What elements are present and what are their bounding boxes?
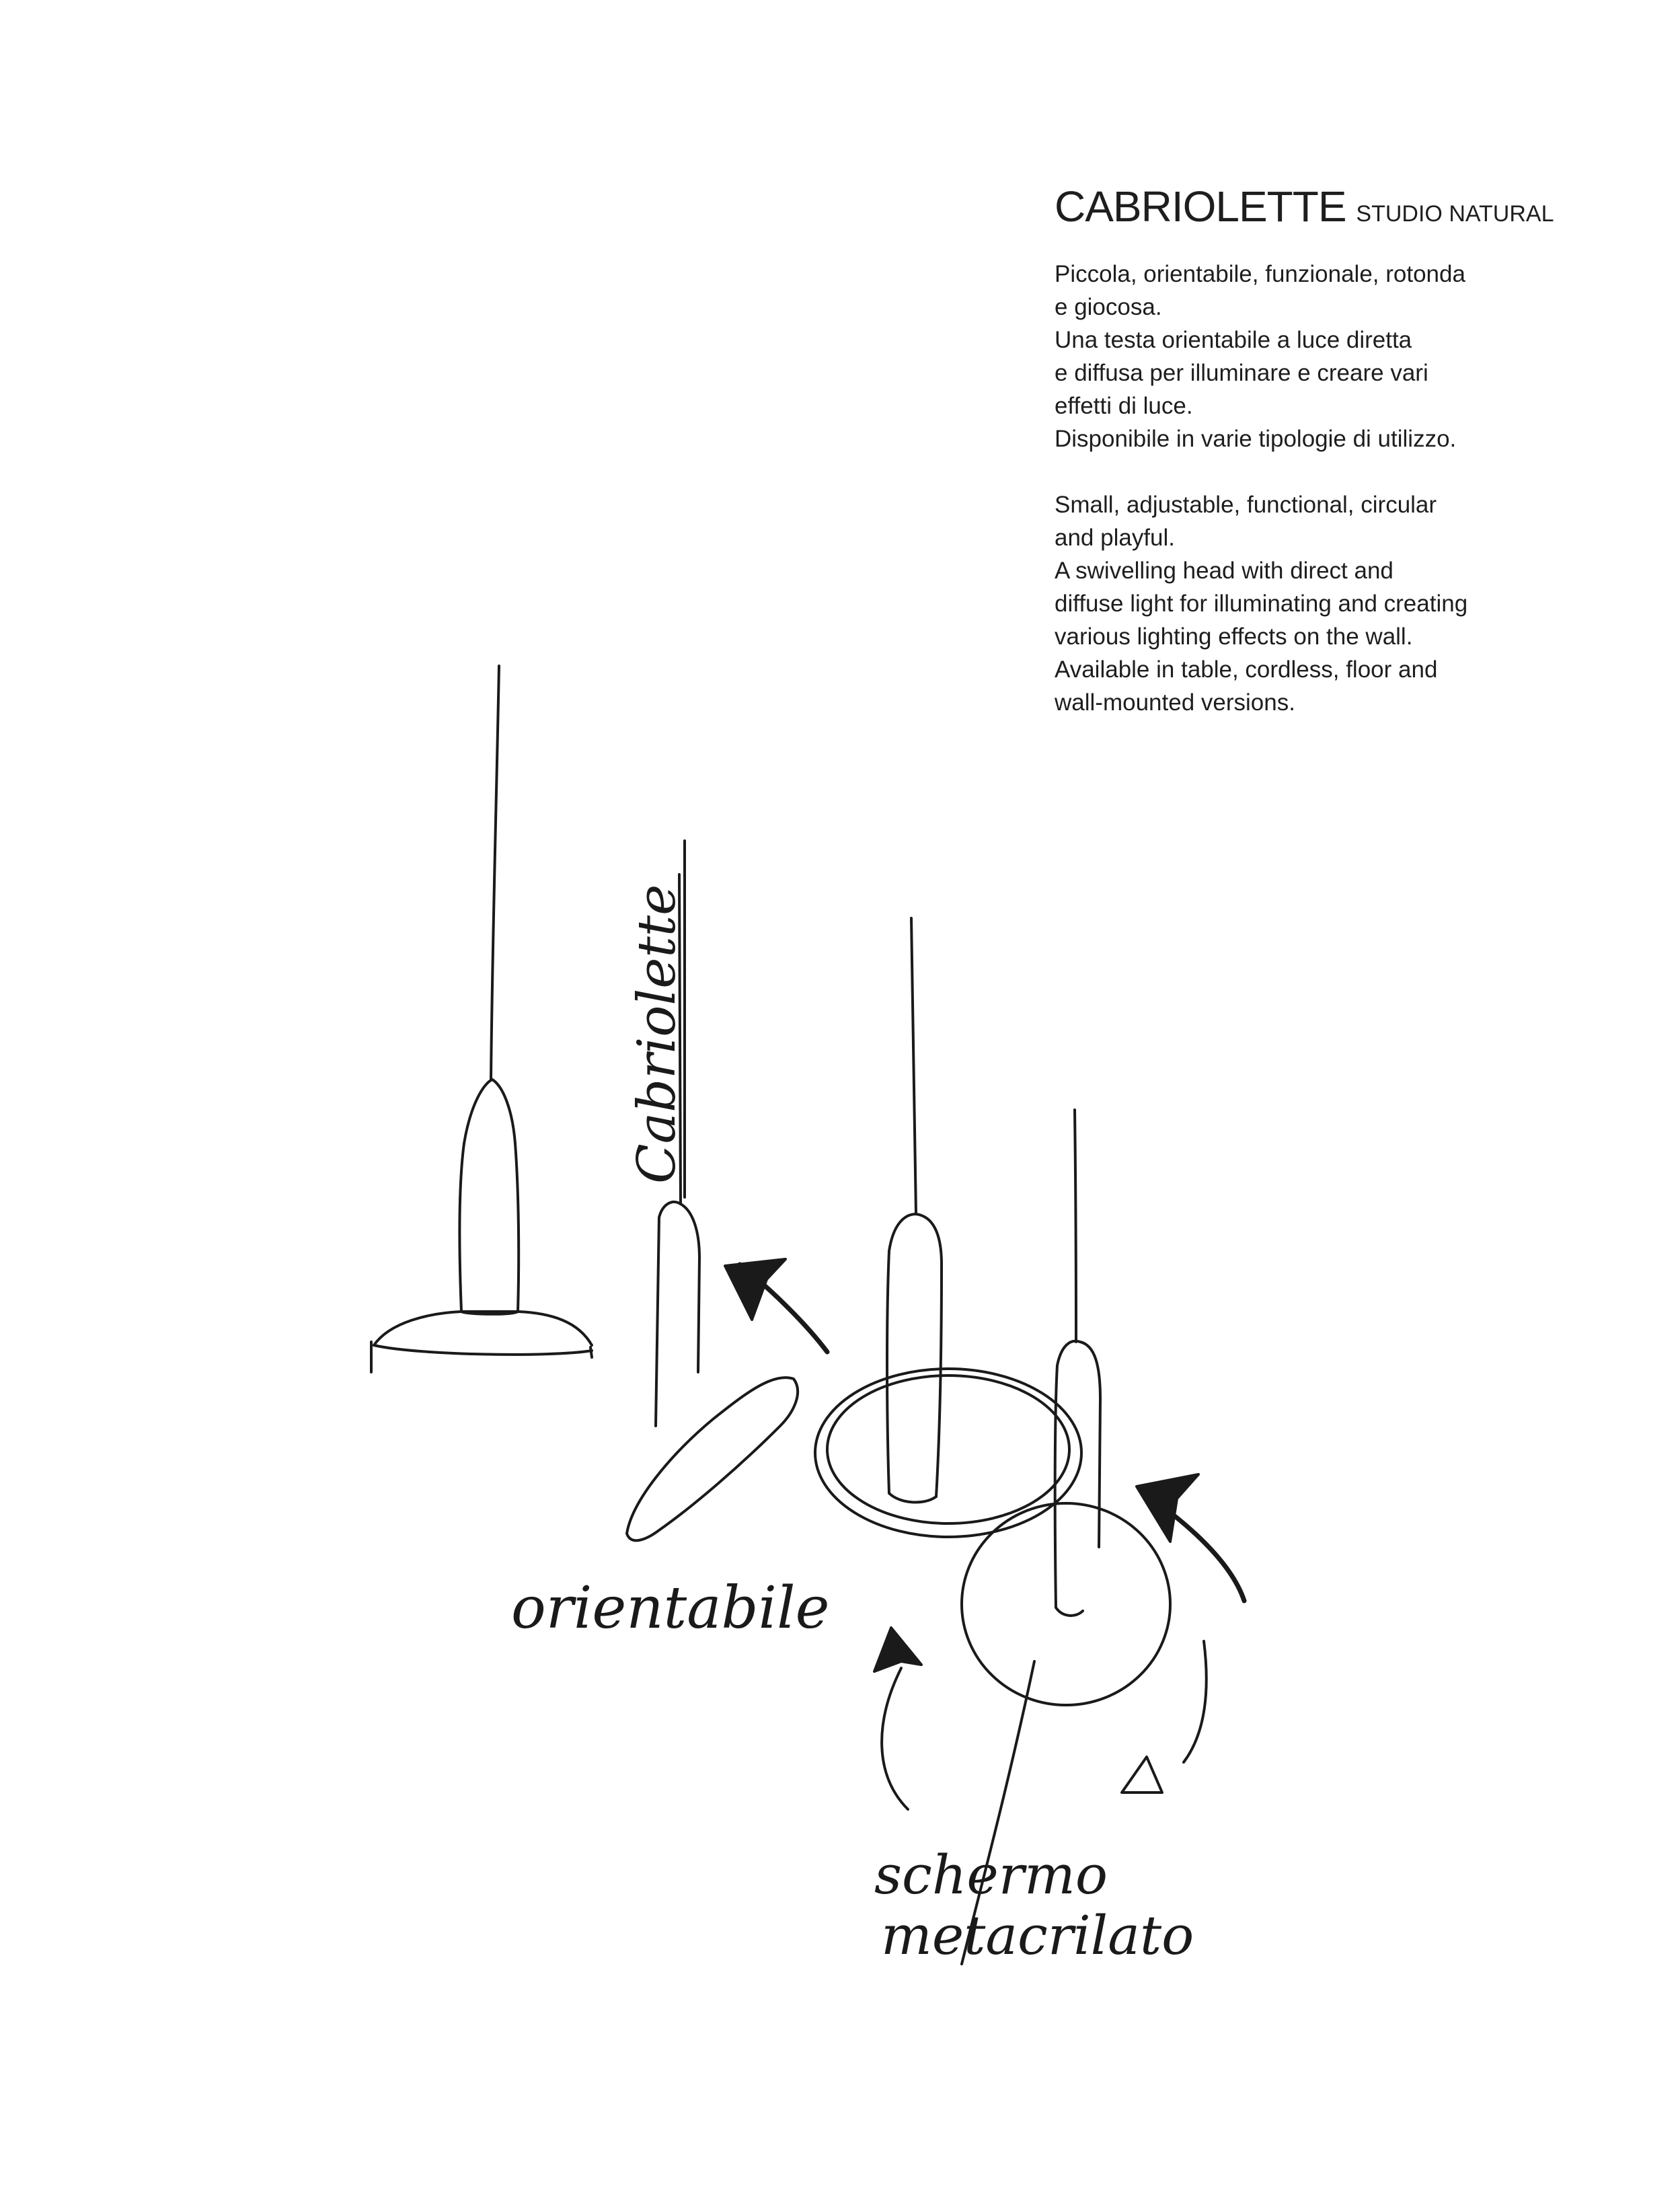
description-line: wall-mounted versions.	[1055, 689, 1295, 716]
annotation-schermo: schermo	[874, 1844, 1108, 1906]
annotation-orientabile: orientabile	[511, 1575, 830, 1642]
arrow-head-icon	[1122, 1757, 1162, 1793]
annotation-vertical: Cabriolette	[627, 884, 687, 1184]
description-line: A swivelling head with direct and	[1055, 558, 1393, 584]
product-name: CABRIOLETTE	[1055, 182, 1346, 231]
arrow-head-icon	[1137, 1474, 1198, 1542]
description-line: Available in table, cordless, floor and	[1055, 656, 1438, 683]
description-line: Small, adjustable, functional, circular	[1055, 492, 1437, 518]
description-line: and playful.	[1055, 525, 1176, 551]
sketch-lamp-disc	[815, 918, 1081, 1537]
arrow-head-icon	[874, 1628, 921, 1671]
description-line: e diffusa per illuminare e creare vari	[1055, 360, 1428, 386]
annotation-metacrilato: metacrilato	[881, 1904, 1194, 1967]
description-line: Una testa orientabile a luce diretta	[1055, 327, 1412, 353]
description-line: diffuse light for illuminating and creating	[1055, 591, 1468, 617]
description-line: various lighting effects on the wall.	[1055, 624, 1413, 650]
designer-name: STUDIO NATURAL	[1356, 201, 1554, 227]
arrow-head-icon	[725, 1259, 786, 1320]
sketch-lamp-screen	[962, 1110, 1170, 1964]
description-line: effetti di luce.	[1055, 393, 1193, 419]
description-line: Disponibile in varie tipologie di utilizzo.	[1055, 426, 1457, 452]
description-line: e giocosa.	[1055, 294, 1162, 320]
description-line: Piccola, orientabile, funzionale, rotonda	[1055, 261, 1465, 287]
sketch-lamp-pendant	[371, 666, 592, 1372]
